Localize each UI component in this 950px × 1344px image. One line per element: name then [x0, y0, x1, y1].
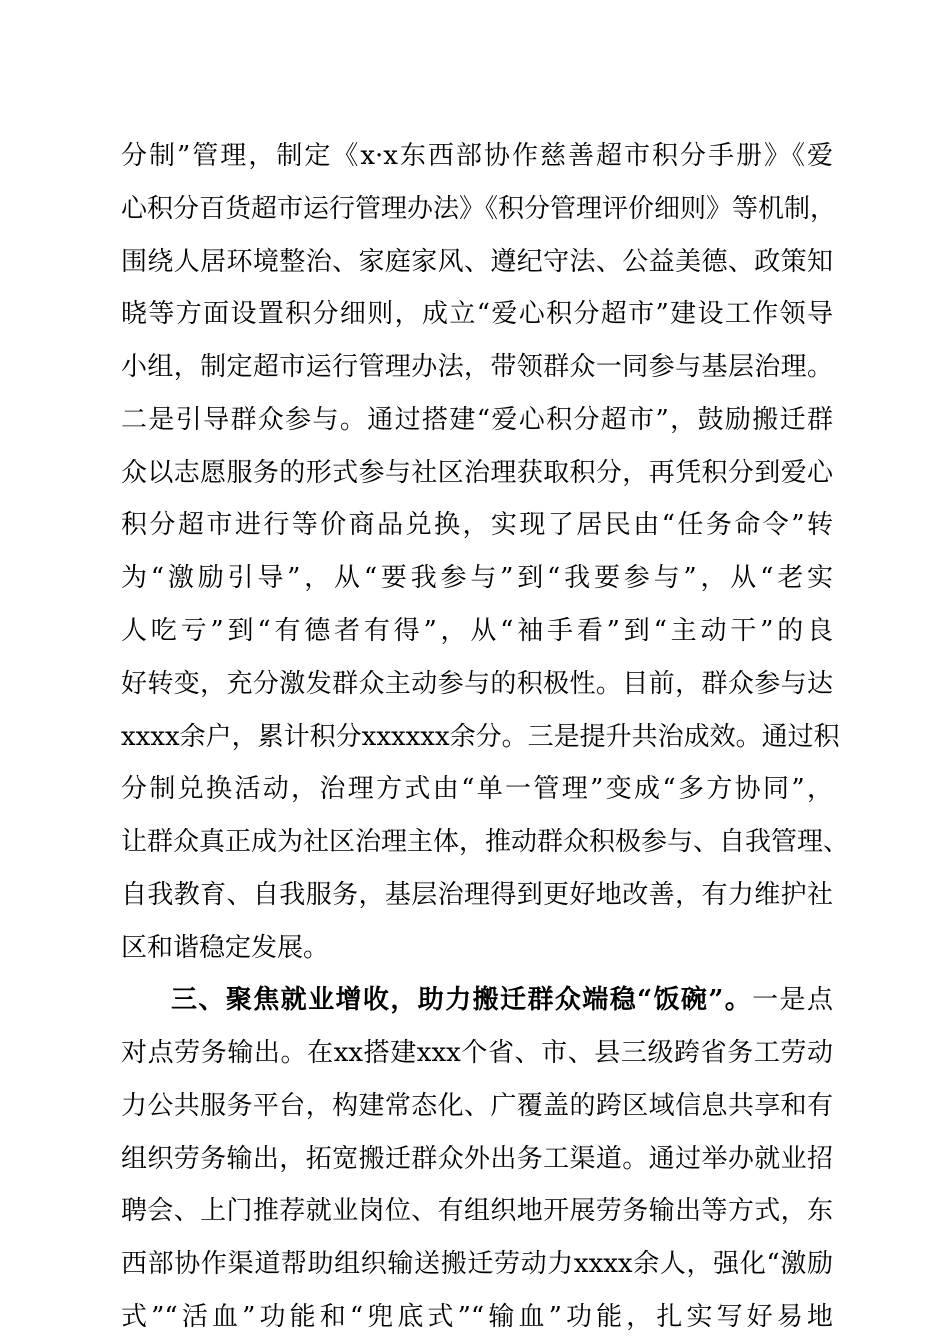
paragraph-line: 围绕人居环境整治、家庭家风、遵纪守法、公益美德、政策知 — [121, 246, 833, 277]
paragraph-line: 人吃亏”到“有德者有得”，从“袖手看”到“主动干”的良 — [121, 615, 833, 646]
paragraph-line: 小组，制定超市运行管理办法，带领群众一同参与基层治理。 — [121, 352, 833, 383]
paragraph-line: 分制兑换活动，治理方式由“单一管理”变成“多方协同”， — [121, 774, 833, 805]
paragraph-line: 好转变，充分激发群众主动参与的积极性。目前，群众参与达 — [121, 668, 833, 699]
section-heading-line — [171, 973, 833, 1027]
paragraph-line: 为“激励引导”，从“要我参与”到“我要参与”，从“老实 — [121, 563, 833, 594]
paragraph-line: 自我教育、自我服务，基层治理得到更好地改善，有力维护社 — [121, 879, 833, 910]
section-heading-rest: 一是点 — [752, 985, 833, 1016]
paragraph-line: 心积分百货超市运行管理办法》《积分管理评价细则》等机制， — [121, 193, 837, 224]
paragraph-line: 区和谐稳定发展。 — [121, 932, 330, 963]
paragraph-line: 组织劳务输出，拓宽搬迁群众外出务工渠道。通过举办就业招 — [121, 1143, 833, 1174]
paragraph-line: 聘会、上门推荐就业岗位、有组织地开展劳务输出等方式，东 — [121, 1196, 833, 1227]
section-heading: 三、聚焦就业增收，助力搬迁群众端稳“饭碗”。 — [171, 985, 753, 1016]
paragraph-line: 众以志愿服务的形式参与社区治理获取积分，再凭积分到爱心 — [121, 457, 833, 488]
paragraph-line: 积分超市进行等价商品兑换，实现了居民由“任务命令”转 — [121, 510, 833, 541]
paragraph-line: 对点劳务输出。在xx搭建xxx个省、市、县三级跨省务工劳动 — [121, 1038, 833, 1069]
paragraph-line: 让群众真正成为社区治理主体，推动群众积极参与、自我管理、 — [121, 827, 850, 858]
paragraph-line: 分制”管理，制定《x·x东西部协作慈善超市积分手册》《爱 — [121, 141, 833, 171]
paragraph-line: 晓等方面设置积分细则，成立“爱心积分超市”建设工作领导 — [121, 299, 833, 330]
paragraph-line: xxxx余户，累计积分xxxxxx余分。三是提升共治成效。通过积 — [121, 721, 840, 752]
paragraph-line: 力公共服务平台，构建常态化、广覆盖的跨区域信息共享和有 — [121, 1090, 833, 1121]
paragraph-line: 式”“活血”功能和“兜底式”“输血”功能，扎实写好易地 — [121, 1302, 833, 1332]
paragraph-line: 二是引导群众参与。通过搭建“爱心积分超市”，鼓励搬迁群 — [121, 404, 833, 435]
paragraph-line: 西部协作渠道帮助组织输送搬迁劳动力xxxx余人，强化“激励 — [121, 1249, 833, 1280]
